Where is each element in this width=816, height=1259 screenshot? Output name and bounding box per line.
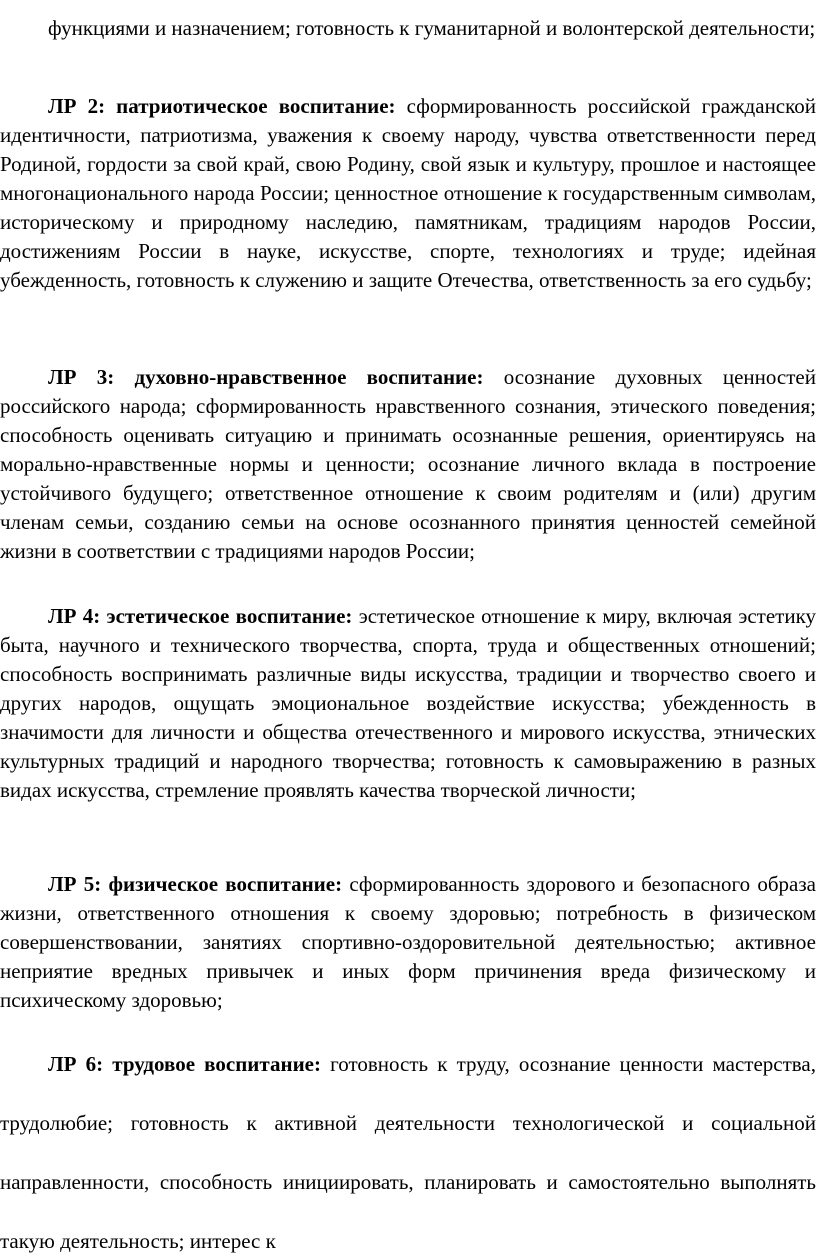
paragraph-lr6-text: готовность к труду, осознание ценности мастерства, трудолюбие; готовность к активной деятельности технологической и социальной направленности, способность инициировать, планировать и самостоятельно выполнять такую деятельность; интерес к xyxy=(0,1052,816,1253)
paragraph-lr6 xyxy=(0,1035,816,1259)
paragraph-lr5-label: ЛР 5: физическое воспитание: xyxy=(48,872,343,896)
paragraph-lr5 xyxy=(0,870,816,1015)
paragraph-lr2-text: сформированность российской гражданской идентичности, патриотизма, уважения к своему народу, чувства ответственности перед Родиной, гордости за свой край, свою Родину, свой язык и культуру, прошлое и настоящее многонационального народа России; ценностное отношение к государственным символам, историческому и природному наследию, памятникам, традициям народов России, достижениям России в науке, искусстве, спорте, технологиях и труде; идейная убежденность, готовность к служению и защите Отечества, ответственность за его судьбу; xyxy=(0,94,816,292)
paragraph-lr3 xyxy=(0,363,816,566)
paragraph-lr3-text: осознание духовных ценностей российского народа; сформированность нравственного сознания, этического поведения; способность оценивать ситуацию и принимать осознанные решения, ориентируясь на морально-нравственные нормы и ценности; осознание личного вклада в построение устойчивого будущего; ответственное отношение к своим родителям и (или) другим членам семьи, созданию семьи на основе осознанного принятия ценностей семейной жизни в соответствии с традициями народов России; xyxy=(0,365,816,563)
paragraph-lr2 xyxy=(0,92,816,295)
paragraph-lr4 xyxy=(0,602,816,805)
paragraph-intro-text: функциями и назначением; готовность к гуманитарной и волонтерской деятельности; xyxy=(48,16,816,40)
paragraph-lr4-text: эстетическое отношение к миру, включая эстетику быта, научного и технического творчества, спорта, труда и общественных отношений; способность воспринимать различные виды искусства, традиции и творчество своего и других народов, ощущать эмоциональное воздействие искусства; убежденность в значимости для личности и общества отечественного и мирового искусства, этнических культурных традиций и народного творчества; готовность к самовыражению в разных видах искусства, стремление проявлять качества творческой личности; xyxy=(0,604,816,802)
paragraph-lr3-label: ЛР 3: духовно-нравственное воспитание: xyxy=(48,365,484,389)
paragraph-lr2-label: ЛР 2: патриотическое воспитание: xyxy=(48,94,396,118)
paragraph-lr6-label: ЛР 6: трудовое воспитание: xyxy=(48,1052,321,1076)
paragraph-lr5-text: сформированность здорового и безопасного образа жизни, ответственного отношения к своему здоровью; потребность в физическом совершенствовании, занятиях спортивно-оздоровительной деятельностью; активное неприятие вредных привычек и иных форм причинения вреда физическому и психическому здоровью; xyxy=(0,872,816,1012)
paragraph-lr4-label: ЛР 4: эстетическое воспитание: xyxy=(48,604,353,628)
paragraph-intro xyxy=(0,14,816,43)
